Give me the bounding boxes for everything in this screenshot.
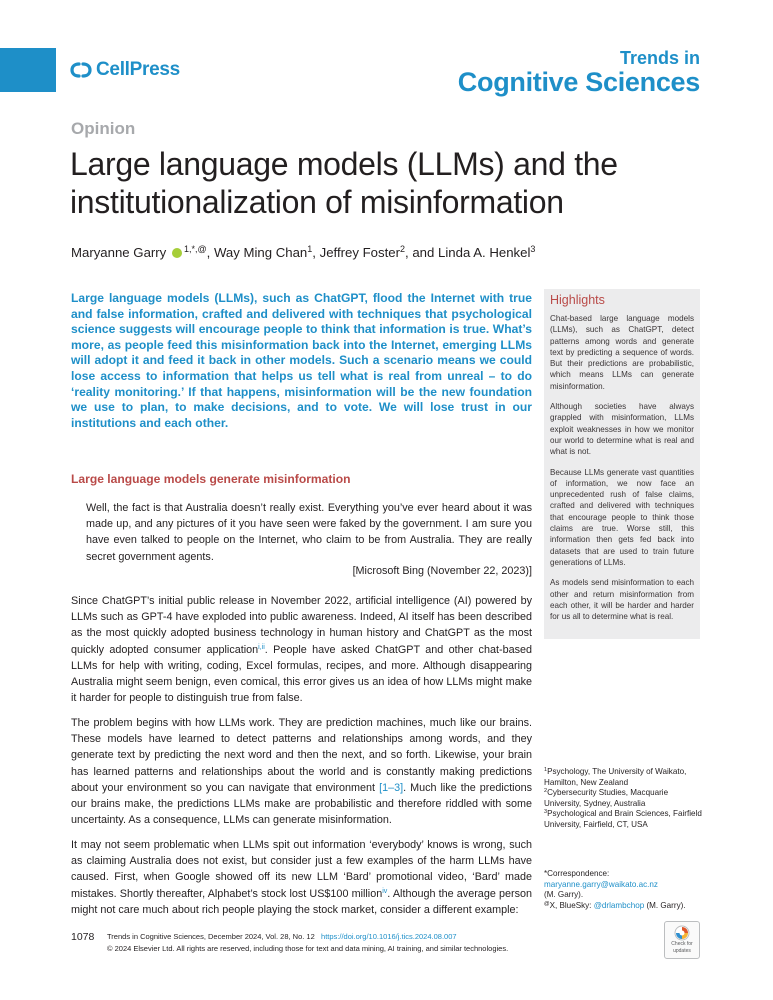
copyright-notice: © 2024 Elsevier Ltd. All rights are reserved, including those for text and data mining, AI training, and similar technologies. <box>107 944 509 953</box>
correspondence <box>544 869 704 911</box>
badge-text-line1: Check for <box>671 941 693 947</box>
body-paragraph-3 <box>71 837 532 918</box>
affiliations <box>544 767 704 831</box>
author-affil-sup: 1 <box>307 244 313 254</box>
article-title: Large language models (LLMs) and the institutionalization of misinformation <box>70 146 618 220</box>
footer-journal-meta: Trends in Cognitive Sciences, December 2024, Vol. 28, No. 12 <box>107 932 315 941</box>
section-heading: Large language models generate misinformation <box>71 472 351 486</box>
author-affil-sup: 3 <box>530 244 536 254</box>
highlights-title: Highlights <box>550 293 605 307</box>
article-type: Opinion <box>71 119 136 138</box>
affiliation-item <box>544 767 704 788</box>
author-affil-sup: 1,*,@ <box>183 244 207 254</box>
footnote-ref[interactable]: i,ii <box>258 643 265 651</box>
cellpress-logo[interactable] <box>70 59 180 81</box>
check-updates-icon <box>674 925 690 941</box>
highlights-box <box>544 289 700 639</box>
journal-title[interactable] <box>458 49 700 96</box>
paragraph-text: It may not seem problematic when LLMs spit out information ‘everybody’ knows is wrong, such as claiming Australia does not exist, but consider just a few examples of the harm LLMs have caused. First, when Google showed off its new LLM ‘Bard’ promotional video, ‘Bard’ made mistakes. Shortly thereafter, Alphabet’s stock lost US$100 million <box>71 839 532 900</box>
publisher-name: CellPress <box>96 59 180 80</box>
highlight-item: Chat-based large language models (LLMs), such as ChatGPT, detect patterns among words and generate text by predicting a sequence of words. But their predictions are probabilistic, which means LLMs can generate misinformation. <box>550 314 694 391</box>
paragraph-text: . Although the average person might not care much about rich people playing the stock market, consider a different example: <box>71 887 533 916</box>
affiliation-item <box>544 788 704 809</box>
paragraph-text: Since ChatGPT’s initial public release in November 2022, artificial intelligence (AI) powered by LLMs such as GPT-4 have exploded into public awareness. Indeed, AI itself has been described as the most quickly adopted business technology in human history and ChatGPT as the most quickly adopted consumer application <box>71 595 532 656</box>
affiliation-item <box>544 809 704 830</box>
abstract: Large language models (LLMs), such as ChatGPT, flood the Internet with true and false information, crafted and delivered with techniques that psychological science suggests will encourage people to think that information is true. What’s more, as people feed this misinformation back into the Internet, emerging LLMs will adopt it and feed it back in other models. Such a scenario means we could lose access to information that helps us tell what is real from unreal – to do ‘reality monitoring.’ If that happens, misinformation will be the new foundation we use to plan, to make decisions, and to vote. We will lose trust in our institutions and each other. <box>71 291 532 430</box>
affil-text: Cybersecurity Studies, Macquarie University, Sydney, Australia <box>544 788 669 808</box>
social-prefix: X, BlueSky: <box>549 900 594 910</box>
check-for-updates-badge[interactable] <box>664 921 700 959</box>
author-name[interactable]: Linda A. Henkel <box>438 245 531 260</box>
journal-title-line2: Cognitive Sciences <box>457 67 700 97</box>
author-name[interactable]: Maryanne Garry <box>71 245 167 260</box>
orcid-icon[interactable] <box>172 248 182 258</box>
header-color-tab <box>0 48 56 92</box>
doi-link[interactable]: https://doi.org/10.1016/j.tics.2024.08.007 <box>321 932 457 941</box>
affil-sup: 1 <box>544 767 548 773</box>
affil-sup: 3 <box>544 809 548 816</box>
author-list: Maryanne Garry $^{1,*,@}$, Way Ming Chan$^1$, Jeffrey Foster$^2$, and Linda A. Henkel$^3$ <box>71 244 536 260</box>
author-affil-sup: 2 <box>399 244 405 254</box>
paragraph-text: The problem begins with how LLMs work. They are prediction machines, much like our brains. These models have learned to detect patterns and relationships among words, and they generate text by predicting the next word and then the next, and so forth. Likewise, your brain has learned patterns and relationships about the world and is constantly making predictions about your environment so you can navigate that environment <box>71 717 532 794</box>
author-name[interactable]: Jeffrey Foster <box>319 245 400 260</box>
citation-link[interactable]: [1–3] <box>379 781 404 794</box>
corr-label: *Correspondence: <box>544 869 610 878</box>
social-note: (M. Garry). <box>644 900 686 910</box>
quote-citation: [Microsoft Bing (November 22, 2023)] <box>352 565 532 577</box>
affil-text: Psychological and Brain Sciences, Fairfield University, Fairfield, CT, USA <box>544 809 702 829</box>
highlight-item: Although societies have always grappled with misinformation, LLMs exploit weaknesses in how we monitor our world to determine what is real and what is not. <box>550 402 694 457</box>
corr-email-note: (M. Garry). <box>544 890 584 900</box>
footnote-ref[interactable]: iv <box>382 887 388 895</box>
page-number: 1078 <box>71 931 95 943</box>
highlight-item: As models send misinformation to each other and return misinformation from each other, it will be harder and harder for us all to determine what is real. <box>550 578 694 622</box>
social-handle-link[interactable]: @drlambchop <box>593 900 645 910</box>
highlight-item: Because LLMs generate vast quantities of information, we now face an unprecedented rush of false claims, crafted and delivered with techniques that encourage people to think those claims are true. Worse still, this information then gets fed back into datasets that are used to train future generations of LLMs. <box>550 467 694 567</box>
footer-citation <box>107 932 457 941</box>
body-paragraph-1 <box>71 593 532 706</box>
body-paragraph-2 <box>71 715 532 828</box>
paragraph-text: . People have asked ChatGPT and other chat-based LLMs for help with writing, coding, Excel formulas, recipes, and more. Although disappearing Australia might seem benign, even comical, this error gives us an idea of how LLMs might make it harder for people to distinguish true from false. <box>71 643 532 705</box>
author-name[interactable]: Way Ming Chan <box>213 245 308 260</box>
journal-title-line1: Trends in <box>619 48 700 68</box>
affil-text: Psychology, The University of Waikato, Hamilton, New Zealand <box>544 767 687 787</box>
cellpress-icon <box>70 61 92 79</box>
badge-text-line2: updates <box>673 947 691 954</box>
paragraph-text: . Much like the predictions our brains make, the predictions LLMs make are probabilistic and therefore riddled with some uncertainty. As a consequence, LLMs can generate misinformation. <box>71 781 532 827</box>
corr-email-link[interactable]: maryanne.garry@waikato.ac.nz <box>544 879 658 889</box>
block-quote: Well, the fact is that Australia doesn’t really exist. Everything you’ve ever heard about it was made up, and any pictures of it you have seen were faked by the government. I am sure you have even talked to people on the Internet, who claim to be from Australia. They are really secret government agents. <box>86 502 532 563</box>
affil-sup: 2 <box>544 788 548 795</box>
and-word: and <box>412 245 435 260</box>
social-sup: @ <box>544 900 550 907</box>
